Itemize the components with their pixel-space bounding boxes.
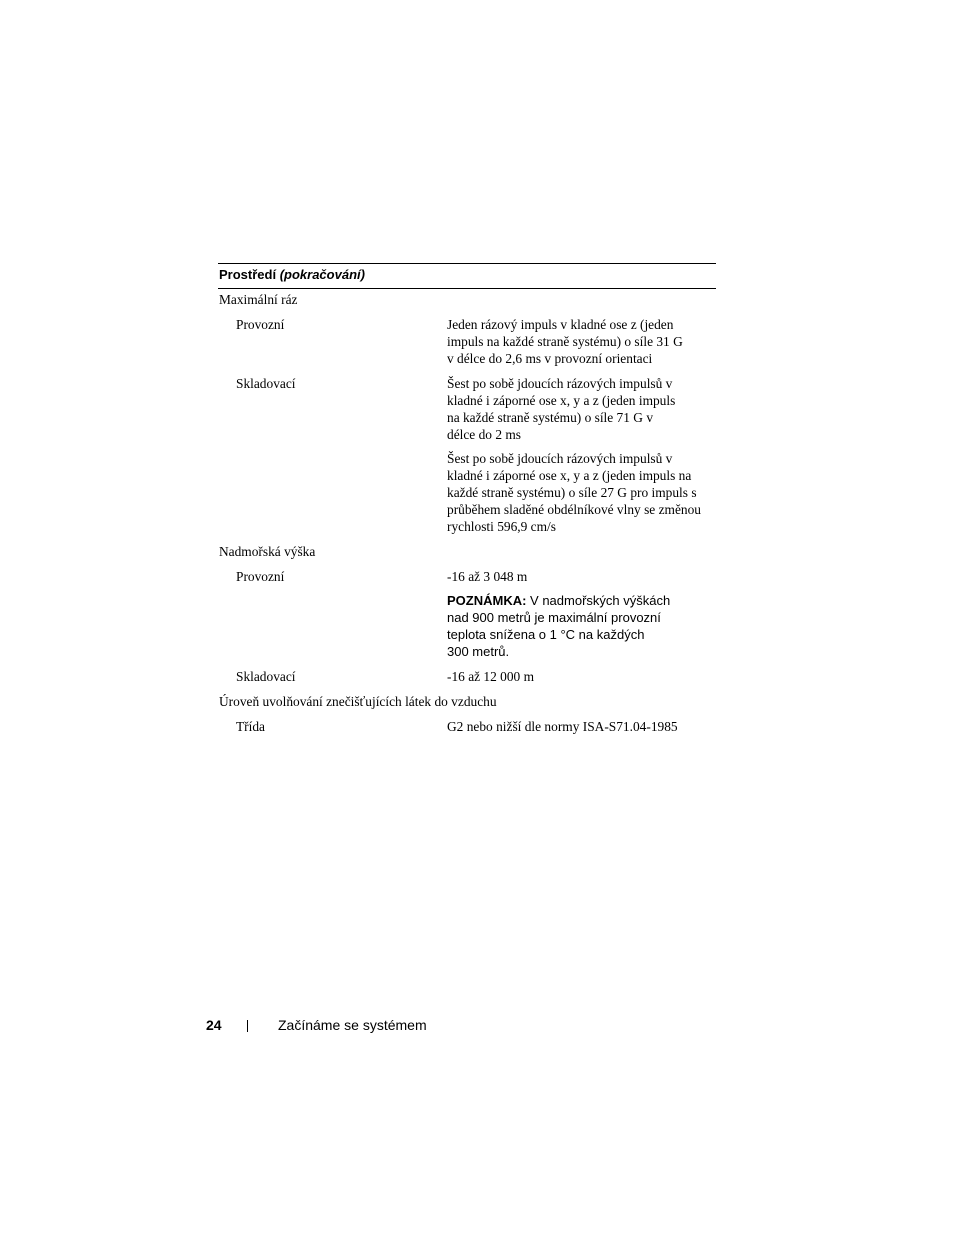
altitude-operating-label: Provozní [236,569,285,584]
table-header-rule [218,288,716,289]
footer-separator [247,1020,248,1032]
shock-operating-label: Provozní [236,317,285,332]
table-header [218,264,716,288]
altitude-note: POZNÁMKA: V nadmořských výškách nad 900 metrů je maximální provozní teplota snížena o 1 °C na každých 300 metrů. [447,593,671,659]
chapter-title: Začínáme se systémem [278,1017,427,1033]
altitude-storage-value: -16 až 12 000 m [447,669,535,684]
table-title-note: (pokračování) [279,267,365,282]
shock-operating-value: Jeden rázový impuls v kladné ose z (jeden impuls na každé straně systému) o síle 31 G v délce do 2,6 ms v provozní orientaci [447,317,683,366]
note-label: POZNÁMKA: [447,593,527,608]
contaminant-class-value: G2 nebo nižší dle normy ISA-S71.04-1985 [447,719,678,734]
table-title: Prostředí [219,267,277,282]
page-number: 24 [206,1017,222,1033]
shock-storage-value-2: Šest po sobě jdoucích rázových impulsů v kladné i záporné ose x, y a z (jeden impuls na každé straně systému) o síle 27 G pro impuls s průběhem sladěné obdélníkové vlny se změnou rychlosti 596,9 cm/s [447,451,701,534]
contaminant-class-label: Třída [236,719,265,734]
shock-storage-value-1: Šest po sobě jdoucích rázových impulsů v kladné i záporné ose x, y a z (jeden impuls na každé straně systému) o síle 71 G v délce do 2 ms [447,376,676,442]
section-label-altitude: Nadmořská výška [219,544,316,559]
section-label-contaminant: Úroveň uvolňování znečišťujících látek do vzduchu [219,694,497,709]
altitude-storage-label: Skladovací [236,669,296,684]
altitude-operating-value: -16 až 3 048 m [447,569,528,584]
section-label-shock: Maximální ráz [219,292,298,307]
environment-table [218,263,716,734]
shock-storage-label: Skladovací [236,376,296,391]
